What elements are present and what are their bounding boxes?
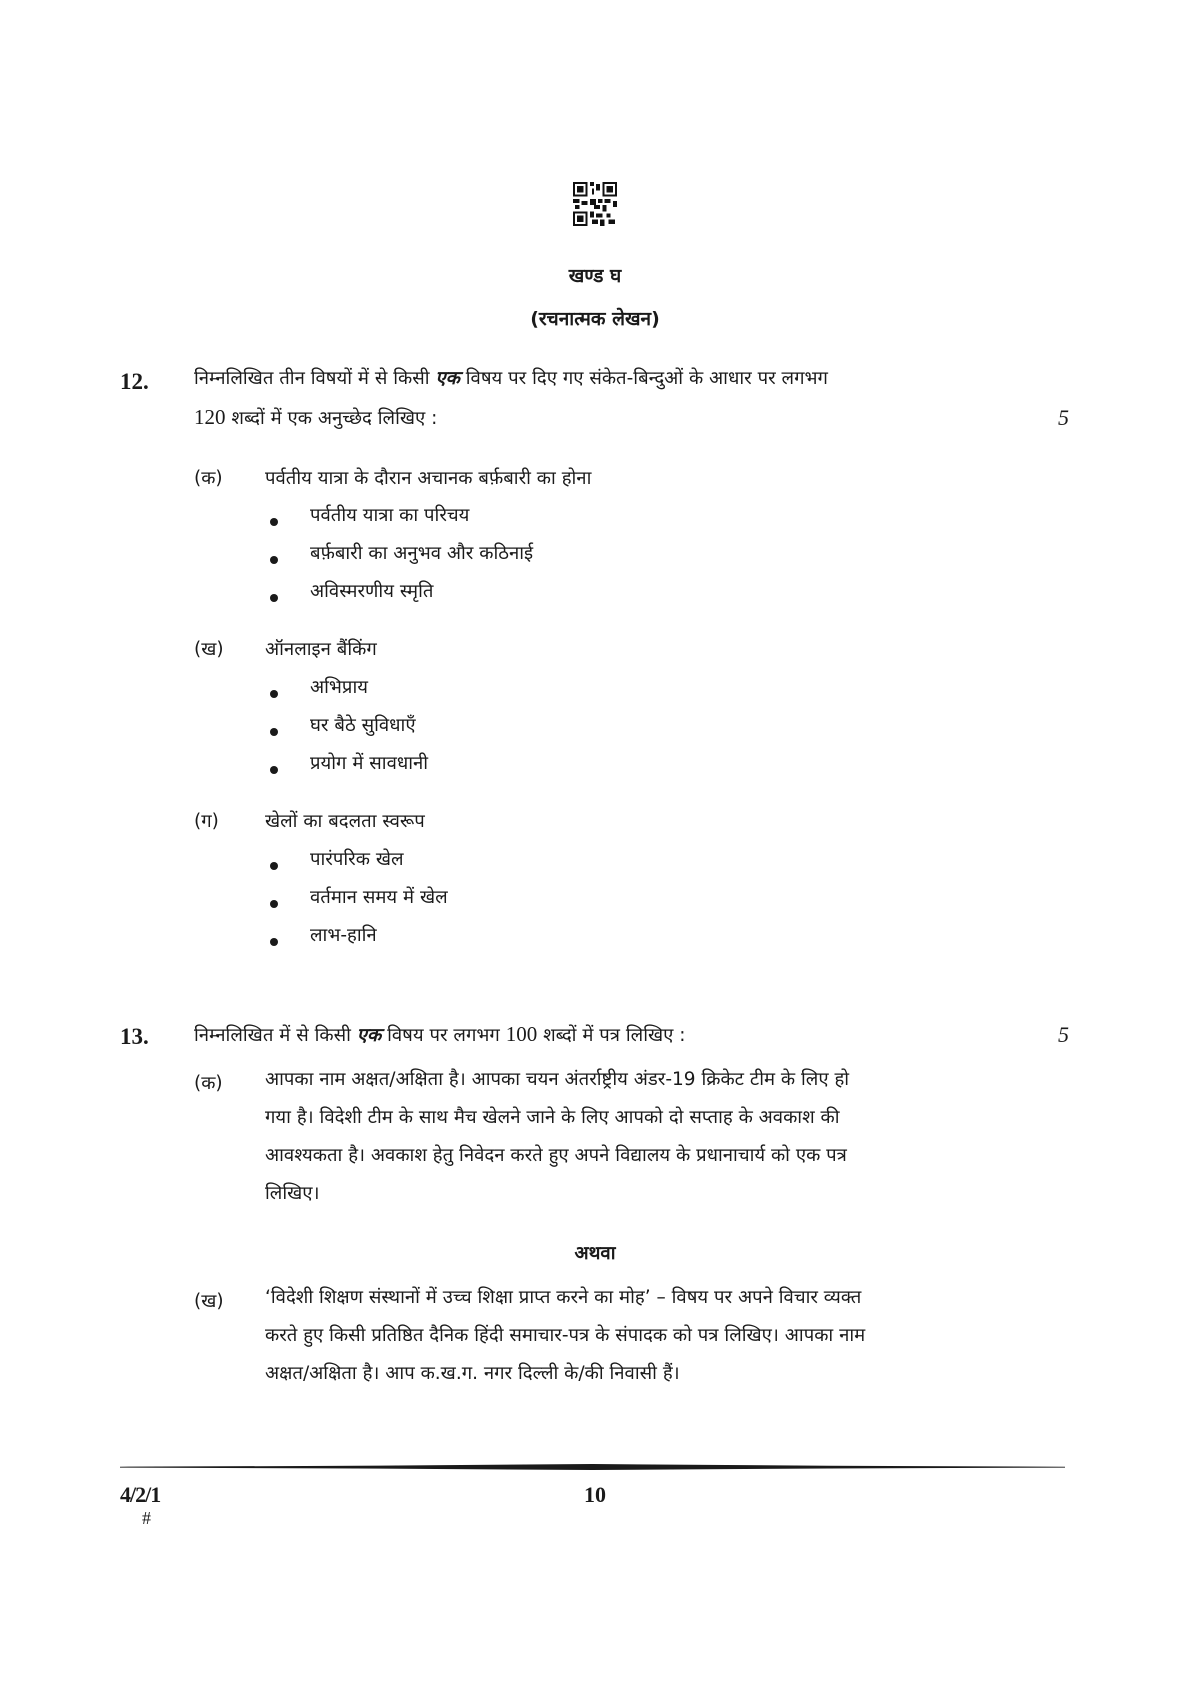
bullet-icon [270,862,278,870]
question-text-part: शब्दों में पत्र लिखिए : [537,1025,686,1046]
hash-mark: # [142,1508,151,1528]
option-paragraph [265,1279,1025,1393]
qr-code-icon [573,182,617,226]
option-label: (क) [194,1073,223,1094]
or-separator: अथवा [574,1243,616,1264]
marks: 5 [1058,1022,1069,1047]
emphasis-text: एक [356,1025,382,1046]
option-label: (ख) [194,1291,224,1312]
paragraph-line: आपका नाम अक्षत/अक्षिता है। आपका चयन अंतर्राष्ट्रीय अंडर-19 क्रिकेट टीम के लिए हो [265,1069,850,1090]
paragraph-line: अक्षत/अक्षिता है। आप क.ख.ग. नगर दिल्ली के/की निवासी हैं। [265,1363,680,1384]
question-number: 12. [120,369,149,394]
page-number: 10 [584,1482,606,1507]
footer-divider [120,1464,1065,1470]
paragraph-line: आवश्यकता है। अवकाश हेतु निवेदन करते हुए अपने विद्यालय के प्रधानाचार्य को एक पत्र [265,1145,847,1166]
option-point: लाभ-हानि [310,925,377,946]
option-point: पर्वतीय यात्रा का परिचय [310,505,470,526]
paragraph-line: करते हुए किसी प्रतिष्ठित दैनिक हिंदी समाचार-पत्र के संपादक को पत्र लिखिए। आपका नाम [265,1325,866,1346]
bullet-icon [270,594,278,602]
question-text-part: विषय पर लगभग [381,1025,506,1046]
option-title: पर्वतीय यात्रा के दौरान अचानक बर्फ़बारी का होना [265,468,592,489]
bullet-icon [270,728,278,736]
bullet-icon [270,690,278,698]
option-point: अविस्मरणीय स्मृति [310,581,434,602]
option-title: ऑनलाइन बैंकिंग [265,639,377,660]
option-point: घर बैठे सुविधाएँ [310,715,416,736]
option-label: (ख) [194,639,224,660]
section-subheading: (रचनात्मक लेखन) [530,308,660,330]
question-text-part: शब्दों में एक अनुच्छेद लिखिए : [225,408,438,429]
question-number: 13. [120,1024,149,1049]
word-count: 120 [194,405,226,429]
emphasis-text: एक [435,368,460,389]
option-point: पारंपरिक खेल [310,849,404,870]
bullet-icon [270,518,278,526]
bullet-icon [270,766,278,774]
section-heading: खण्ड घ [568,265,622,287]
option-point: प्रयोग में सावधानी [310,753,429,774]
question-text-part: विषय पर दिए गए संकेत-बिन्दुओं के आधार पर लगभग [459,368,828,389]
bullet-icon [270,556,278,564]
option-point: बर्फ़बारी का अनुभव और कठिनाई [310,543,534,564]
bullet-icon [270,900,278,908]
question-text [194,360,1054,438]
paragraph-line: लिखिए। [265,1183,320,1204]
paragraph-line: ‘विदेशी शिक्षण संस्थानों में उच्च शिक्षा प्राप्त करने का मोह’ – विषय पर अपने विचार व्यक्त [265,1287,862,1308]
paragraph-line: गया है। विदेशी टीम के साथ मैच खेलने जाने के लिए आपको दो सप्ताह के अवकाश की [265,1107,840,1128]
option-paragraph [265,1061,1025,1213]
bullet-icon [270,938,278,946]
question-text-part: निम्नलिखित में से किसी [194,1025,357,1046]
option-label: (ग) [194,811,219,832]
paper-code: 4/2/1 [120,1482,161,1507]
option-title: खेलों का बदलता स्वरूप [265,811,425,832]
marks: 5 [1058,405,1069,430]
option-point: वर्तमान समय में खेल [310,887,448,908]
question-text [194,1015,1054,1055]
option-point: अभिप्राय [310,677,368,698]
word-count: 100 [505,1022,538,1046]
question-text-part: निम्नलिखित तीन विषयों में से किसी [194,368,436,389]
option-label: (क) [194,468,223,489]
